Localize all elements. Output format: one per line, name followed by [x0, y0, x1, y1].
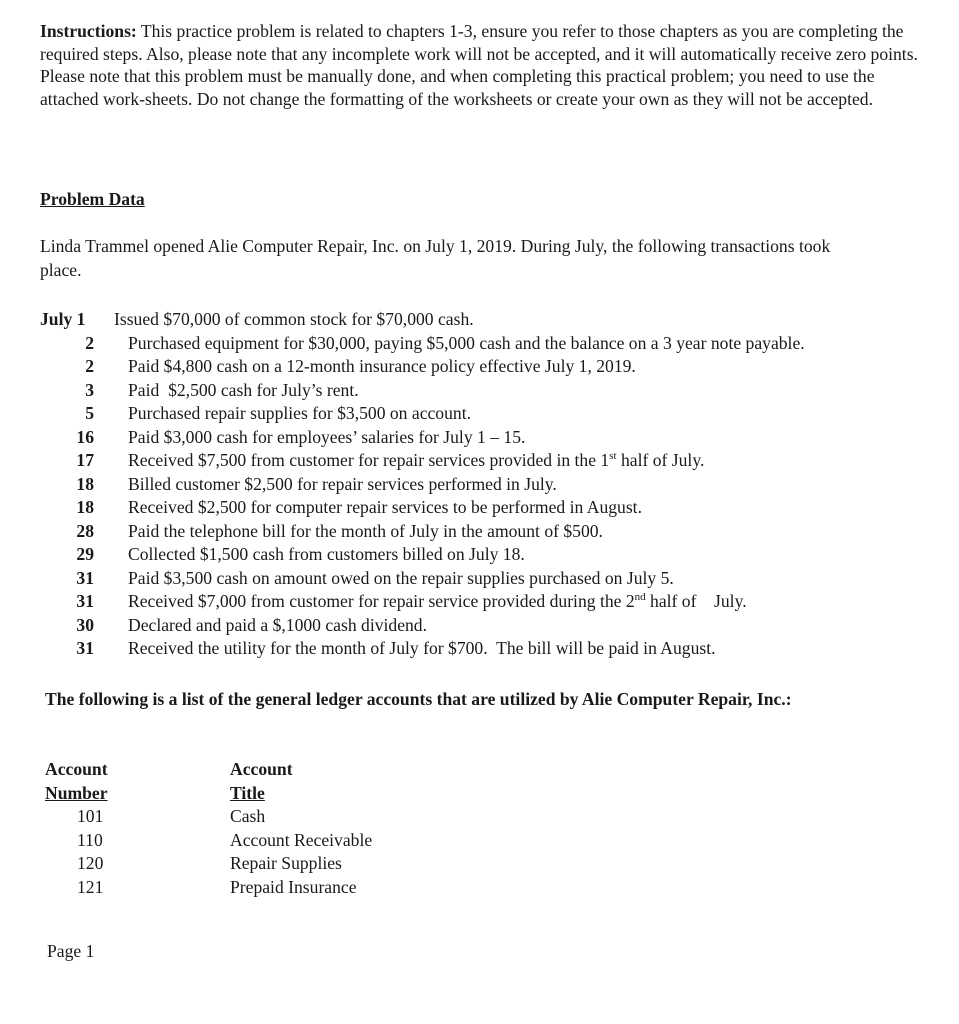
transaction-text-part: Received $7,000 from customer for repair service provided during the 2: [128, 591, 635, 611]
transaction-text: Purchased repair supplies for $3,500 on account.: [128, 403, 471, 423]
problem-intro: Linda Trammel opened Alie Computer Repair, Inc. on July 1, 2019. During July, the following transactions took place.: [40, 236, 831, 280]
ordinal-suffix: st: [609, 450, 617, 463]
transaction-text: Received the utility for the month of July for $700. The bill will be paid in August.: [128, 638, 716, 658]
transaction-row: [40, 402, 920, 426]
instructions-paragraph: [40, 20, 920, 110]
transaction-text: Paid $3,000 cash for employees’ salaries for July 1 – 15.: [128, 426, 526, 447]
transaction-text: Purchased equipment for $30,000, paying $5,000 cash and the balance on a 3 year note payable.: [128, 332, 805, 353]
account-title: Cash: [230, 806, 266, 827]
transaction-row: [40, 379, 920, 403]
transaction-row: [40, 637, 920, 661]
account-number: 110: [77, 829, 103, 850]
transaction-row: [40, 308, 920, 332]
transaction-date: 31: [76, 638, 94, 658]
transaction-row: [40, 614, 920, 638]
transaction-row: [40, 543, 920, 567]
transaction-text: Received $2,500 for computer repair services to be performed in August.: [128, 497, 642, 517]
transaction-row: [40, 520, 920, 544]
account-title-column: [230, 758, 490, 900]
account-number-column: [45, 758, 125, 900]
transaction-row: [40, 449, 920, 473]
transaction-text: Paid $2,500 cash for July’s rent.: [128, 379, 359, 400]
ledger-heading: The following is a list of the general ledger accounts that are utilized by Alie Computer Repair, Inc.:: [45, 689, 792, 709]
transaction-row: [40, 590, 920, 614]
transaction-date: 5: [85, 403, 94, 423]
transaction-text: Issued $70,000 of common stock for $70,000 cash.: [114, 309, 474, 329]
transaction-date: 29: [76, 544, 94, 564]
transaction-row: [40, 473, 920, 497]
transaction-row: [40, 426, 920, 450]
transaction-text: Billed customer $2,500 for repair services performed in July.: [128, 473, 557, 494]
account-title: Account Receivable: [230, 829, 373, 850]
transaction-text-part: half of July.: [645, 591, 747, 611]
account-title-header: Title: [230, 782, 265, 803]
transaction-list: [40, 308, 920, 661]
transaction-text: Paid the telephone bill for the month of July in the amount of $500.: [128, 520, 603, 541]
problem-data-heading: Problem Data: [40, 189, 145, 209]
transaction-text: Paid $4,800 cash on a 12-month insurance policy effective July 1, 2019.: [128, 356, 636, 376]
transaction-text: [128, 590, 747, 614]
account-title: Prepaid Insurance: [230, 876, 357, 897]
transaction-row: [40, 567, 920, 591]
transaction-row: [40, 496, 920, 520]
transaction-row: [40, 332, 920, 356]
transaction-date: 30: [76, 614, 94, 635]
transaction-date: 28: [76, 520, 94, 541]
transaction-text: Collected $1,500 cash from customers billed on July 18.: [128, 544, 525, 564]
transaction-date: 31: [76, 591, 94, 611]
transaction-text-part: Received $7,500 from customer for repair services provided in the 1: [128, 450, 610, 470]
transaction-date: 18: [76, 473, 94, 494]
account-title-header: Account: [230, 759, 293, 779]
ordinal-suffix: nd: [634, 591, 646, 604]
transaction-date: 2: [85, 356, 94, 376]
instructions-text: This practice problem is related to chapters 1-3, ensure you refer to those chapters as you are completing the required steps. Also, please note that any incomplete work will not be accepted, and it will automatically receive zero points. Please note that this problem must be manually done, and when completing this practical problem; you need to use the attached work-sheets. Do not change the formatting of the worksheets or create your own as they will not be accepted.: [40, 21, 918, 109]
transaction-date: 3: [85, 379, 94, 400]
transaction-row: [40, 355, 920, 379]
transaction-text: Declared and paid a $,1000 cash dividend.: [128, 614, 427, 635]
account-number: 121: [77, 876, 104, 897]
transaction-text: [128, 449, 704, 473]
transaction-date: 18: [76, 497, 94, 517]
transaction-date: 2: [85, 332, 94, 353]
transaction-date: 16: [76, 426, 94, 447]
account-number: 101: [77, 806, 104, 827]
transaction-date: 31: [76, 567, 94, 588]
account-number-header: Number: [45, 782, 108, 803]
transaction-text: Paid $3,500 cash on amount owed on the repair supplies purchased on July 5.: [128, 567, 674, 588]
transaction-date: July 1: [40, 309, 86, 329]
account-title: Repair Supplies: [230, 853, 342, 874]
page-number: Page 1: [47, 941, 95, 961]
instructions-label: Instructions:: [40, 21, 137, 41]
account-number: 120: [77, 853, 104, 874]
transaction-date: 17: [76, 450, 94, 470]
account-number-header: Account: [45, 759, 108, 779]
transaction-text-part: half of July.: [616, 450, 705, 470]
